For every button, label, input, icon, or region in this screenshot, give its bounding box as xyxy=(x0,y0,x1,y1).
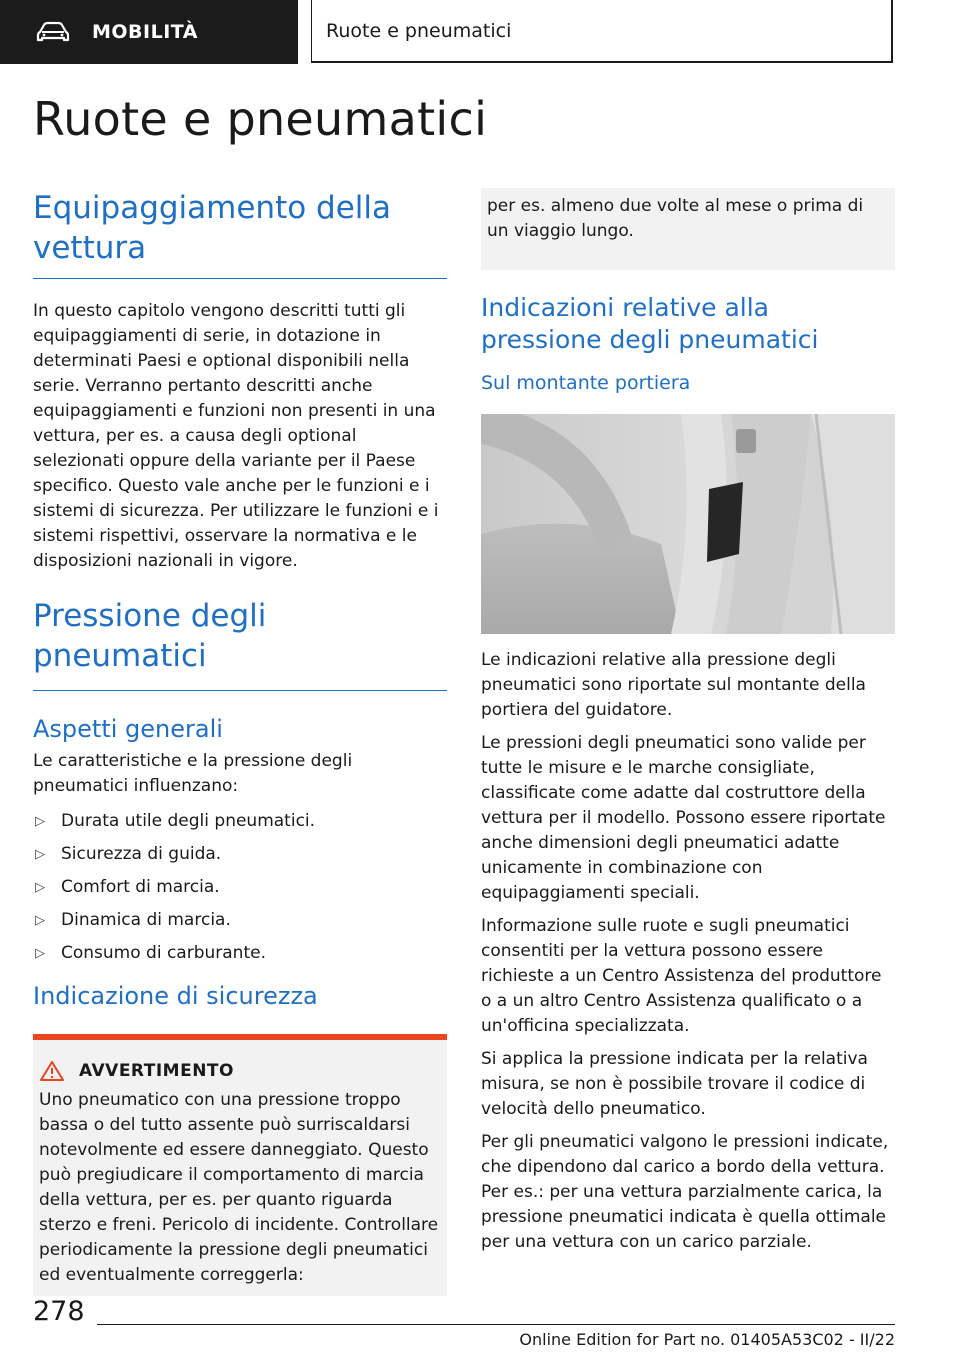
heading-equipment: Equipaggiamento della vettura xyxy=(33,188,447,279)
chapter-tab xyxy=(0,0,298,64)
warning-label: AVVERTIMENTO xyxy=(79,1061,234,1081)
triangle-bullet-icon: ▷ xyxy=(35,814,45,829)
warning-triangle-icon xyxy=(39,1060,65,1082)
heading-safety-note: Indicazione di sicurezza xyxy=(33,982,318,1010)
left-column xyxy=(33,188,447,1296)
warning-header xyxy=(39,1060,441,1082)
triangle-bullet-icon: ▷ xyxy=(35,880,45,895)
triangle-bullet-icon: ▷ xyxy=(35,847,45,862)
page-title: Ruote e pneumatici xyxy=(33,92,488,146)
door-pillar-illustration xyxy=(481,414,895,634)
heading-tire-pressure: Pressione degli pneumatici xyxy=(33,596,447,691)
paragraph-5: Per gli pneumatici valgono le pressioni indicate, che dipendono dal carico a bordo della vettura. Per es.: per una vettura parzialmente carica, la pressione pneumatici indicata è quella ottimale per una vettura con un carico parziale. xyxy=(481,1132,889,1252)
heading-pressure-info: Indicazioni relative alla pressione degli pneumatici xyxy=(481,293,819,354)
influence-list xyxy=(33,809,447,966)
paragraph-1: Le indicazioni relative alla pressione degli pneumatici sono riportate sul montante della portiera del guidatore. xyxy=(481,650,866,720)
paragraph-2: Le pressioni degli pneumatici sono valide per tutte le misure e le marche consigliate, classificate come adatte dal costruttore della vettura per il modello. Possono essere riportate anche dimensioni degli pneumatici adatte unicamente in combinazione con equipaggiamenti speciali. xyxy=(481,733,886,903)
paragraph-3: Informazione sulle ruote e sugli pneumatici consentiti per la vettura possono essere richieste a un Centro Assistenza del produttore o a un altro Centro Assistenza qualificato o a un'officina specializzata. xyxy=(481,916,882,1036)
right-column xyxy=(481,188,895,1255)
warning-text: Uno pneumatico con una pressione troppo bassa o del tutto assente può surriscaldarsi notevolmente ed essere danneggiato. Questo può pregiudicare il comportamento di marcia della vettura, per es. per quanto riguarda sterzo e freni. Pericolo di incidente. Controllare periodicamente la pressione degli pneumatici ed eventualmente correggerla: xyxy=(39,1090,439,1285)
list-item: ▷ Durata utile degli pneumatici. xyxy=(33,809,447,834)
warning-box xyxy=(33,1034,447,1296)
edition-label: Online Edition for Part no. 01405A53C02 - II/22 xyxy=(519,1330,895,1349)
list-item: ▷ Sicurezza di guida. xyxy=(33,842,447,867)
heading-general-aspects: Aspetti generali xyxy=(33,715,223,743)
chapter-label: MOBILITÀ xyxy=(92,21,198,43)
door-pillar-photo xyxy=(481,414,895,634)
section-label: Ruote e pneumatici xyxy=(311,0,893,63)
general-intro: Le caratteristiche e la pressione degli pneumatici influenzano: xyxy=(33,751,353,796)
list-item: ▷ Consumo di carburante. xyxy=(33,941,447,966)
warning-box-continued xyxy=(481,188,895,270)
triangle-bullet-icon: ▷ xyxy=(35,946,45,961)
car-icon xyxy=(36,21,70,43)
page-number: 278 xyxy=(33,1296,85,1327)
triangle-bullet-icon: ▷ xyxy=(35,913,45,928)
warning-continued-text: per es. almeno due volte al mese o prima di un viaggio lungo. xyxy=(487,196,864,241)
heading-door-pillar: Sul montante portiera xyxy=(481,372,691,394)
paragraph-4: Si applica la pressione indicata per la relativa misura, se non è possibile trovare il codice di velocità dello pneumatico. xyxy=(481,1049,868,1119)
footer-divider xyxy=(97,1324,895,1325)
list-item: ▷ Dinamica di marcia. xyxy=(33,908,447,933)
list-item: ▷ Comfort di marcia. xyxy=(33,875,447,900)
equipment-paragraph: In questo capitolo vengono descritti tutti gli equipaggiamenti di serie, in dotazione in determinati Paesi e optional disponibili nella serie. Verranno pertanto descritti anche equipaggiamenti e funzioni non presenti in una vettura, per es. a causa degli optional selezionati oppure della variante per il Paese specifico. Questo vale anche per le funzioni e i sistemi di sicurezza. Per utilizzare le funzioni e i sistemi rispettivi, osservare la normativa e le disposizioni nazionali in vigore. xyxy=(33,301,439,571)
